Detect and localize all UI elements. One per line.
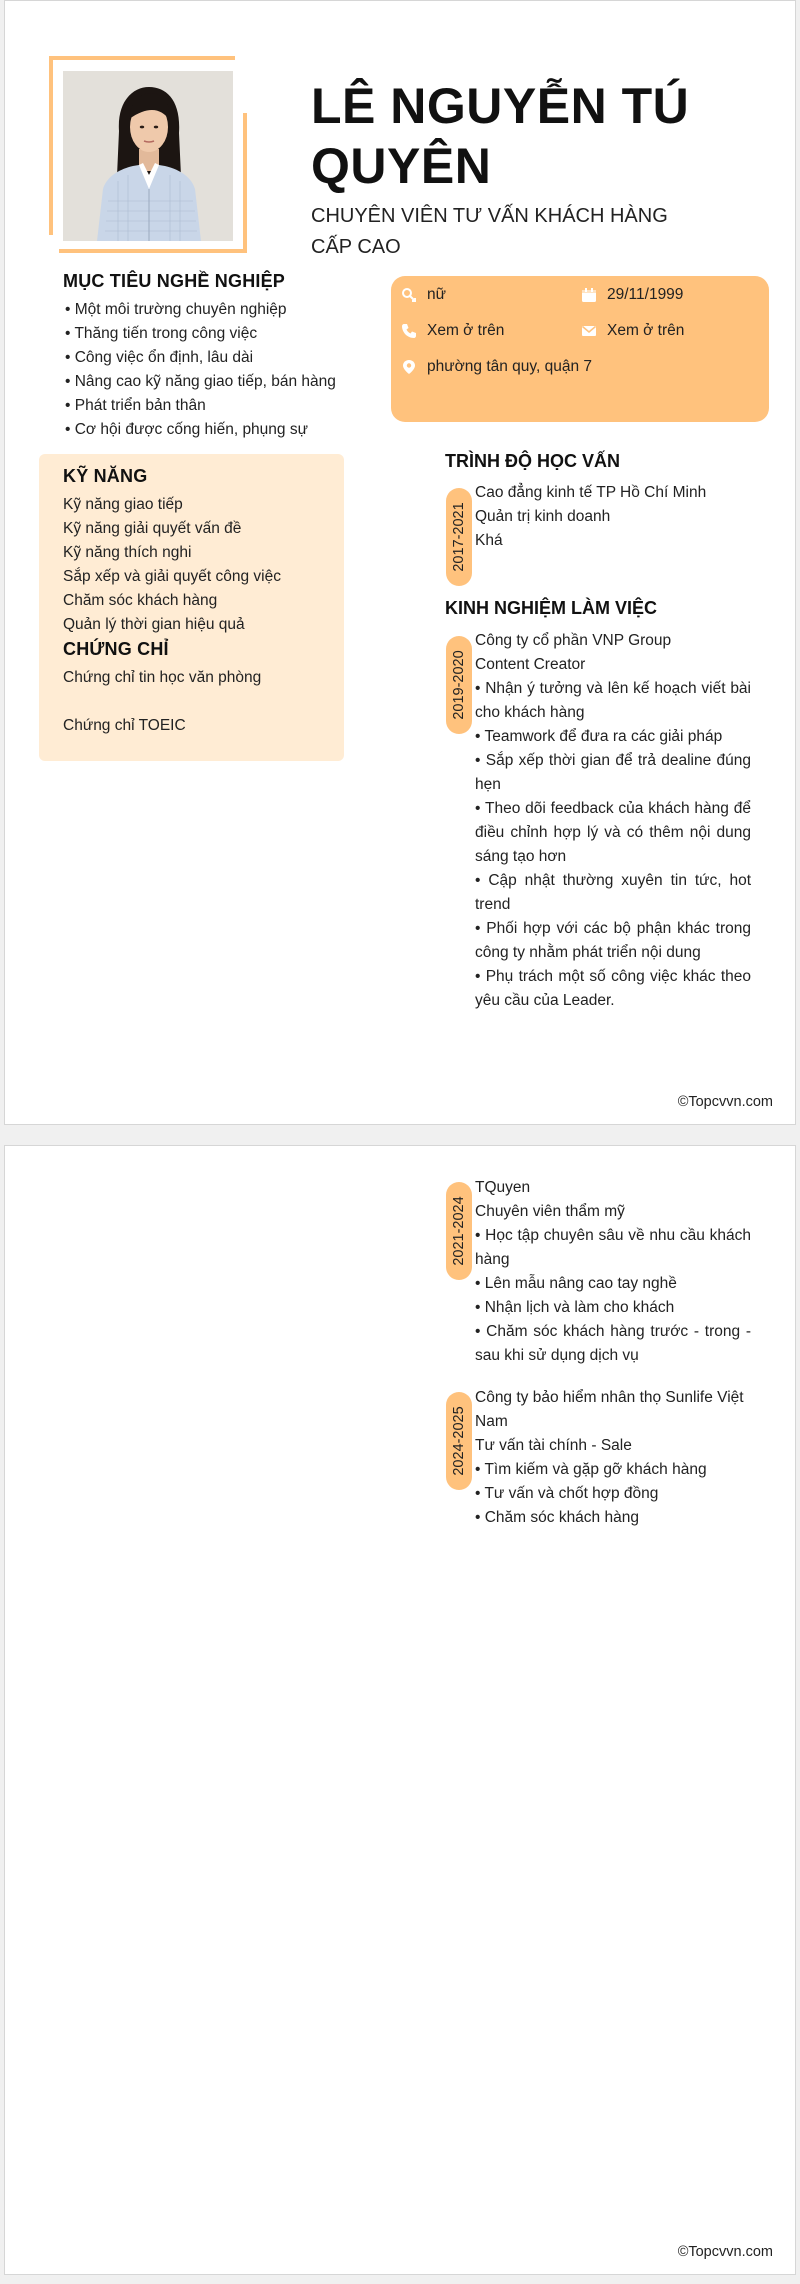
career-objective-list <box>63 298 353 442</box>
list-item: • Teamwork để đưa ra các giải pháp <box>475 725 751 749</box>
gender-info <box>401 286 446 304</box>
experience-period-badge <box>446 636 472 734</box>
cv-page-1 <box>4 0 796 1125</box>
address-info <box>401 358 592 376</box>
list-item: Chăm sóc khách hàng <box>63 592 218 609</box>
list-item: • Lên mẫu nâng cao tay nghề <box>475 1272 751 1296</box>
calendar-icon <box>581 287 597 303</box>
location-pin-icon <box>401 359 417 375</box>
list-item: • Phối hợp với các bộ phận khác trong công ty nhằm phát triển nội dung <box>475 917 751 965</box>
career-objective-heading: MỤC TIÊU NGHỀ NGHIỆP <box>63 271 286 291</box>
experience-role: Chuyên viên thẩm mỹ <box>475 1203 625 1220</box>
phone-info <box>401 322 504 340</box>
personal-info-box <box>391 276 769 422</box>
list-item: • Phát triển bản thân <box>63 394 353 418</box>
candidate-name: LÊ NGUYỄN TÚ QUYÊN <box>311 78 690 194</box>
education-entry <box>475 481 751 553</box>
experience-duties <box>475 677 751 1013</box>
list-item: Quản lý thời gian hiệu quả <box>63 616 245 633</box>
list-item: • Học tập chuyên sâu về nhu cầu khách hàng <box>475 1224 751 1272</box>
experience-role: Content Creator <box>475 656 586 673</box>
experience-company: Công ty cổ phần VNP Group <box>475 632 672 649</box>
list-item: Sắp xếp và giải quyết công việc <box>63 568 281 585</box>
education-heading: TRÌNH ĐỘ HỌC VẤN <box>445 451 620 471</box>
list-item: Kỹ năng thích nghi <box>63 544 192 561</box>
experience-company: Công ty bảo hiểm nhân thọ Sunlife Việt Nam <box>475 1389 744 1430</box>
gender-icon <box>401 287 417 303</box>
list-item: • Thăng tiến trong công việc <box>63 322 353 346</box>
experience-entry <box>475 1176 751 1368</box>
list-item: • Chăm sóc khách hàng trước - trong - sau khi sử dụng dịch vụ <box>475 1320 751 1368</box>
experience-company: TQuyen <box>475 1179 531 1196</box>
experience-duties <box>475 1458 751 1530</box>
education-period: 2017-2021 <box>451 502 467 572</box>
list-item: Chứng chỉ TOEIC <box>63 717 186 734</box>
experience-period: 2019-2020 <box>451 650 467 720</box>
list-item: • Cập nhật thường xuyên tin tức, hot trend <box>475 869 751 917</box>
phone-icon <box>401 323 417 339</box>
list-item: • Sắp xếp thời gian để trả dealine đúng hẹn <box>475 749 751 797</box>
list-item: • Công việc ổn định, lâu dài <box>63 346 353 370</box>
list-item: • Tìm kiếm và gặp gỡ khách hàng <box>475 1458 751 1482</box>
experience-period: 2024-2025 <box>451 1406 467 1476</box>
education-grade: Khá <box>475 532 503 549</box>
phone-value: Xem ở trên <box>427 322 505 339</box>
list-item: • Một môi trường chuyên nghiệp <box>63 298 353 322</box>
footer-watermark: ©Topcvvn.com <box>677 1094 773 1110</box>
list-item: • Nhận ý tưởng và lên kế hoạch viết bài cho khách hàng <box>475 677 751 725</box>
education-period-badge <box>446 488 472 586</box>
envelope-icon <box>581 323 597 339</box>
experience-period-badge <box>446 1392 472 1490</box>
list-item: • Theo dõi feedback của khách hàng để điều chỉnh hợp lý và có thêm nội dung sáng tạo hơn <box>475 797 751 869</box>
footer-watermark: ©Topcvvn.com <box>677 2244 773 2260</box>
experience-period-badge <box>446 1182 472 1280</box>
list-item: Kỹ năng giao tiếp <box>63 496 183 513</box>
list-item: • Chăm sóc khách hàng <box>475 1506 751 1530</box>
email-value: Xem ở trên <box>607 322 685 339</box>
experience-role: Tư vấn tài chính - Sale <box>475 1437 632 1454</box>
list-item: Chứng chỉ tin học văn phòng <box>63 669 262 686</box>
list-item: • Nhận lịch và làm cho khách <box>475 1296 751 1320</box>
certificates-list <box>63 666 320 738</box>
list-item: • Nâng cao kỹ năng giao tiếp, bán hàng <box>63 370 353 394</box>
profile-photo <box>63 71 233 241</box>
candidate-job-title: CHUYÊN VIÊN TƯ VẤN KHÁCH HÀNG CẤP CAO <box>311 205 668 258</box>
education-major: Quản trị kinh doanh <box>475 508 611 525</box>
education-school: Cao đẳng kinh tế TP Hồ Chí Minh <box>475 484 707 501</box>
career-objective-section <box>63 271 353 442</box>
list-item: • Cơ hội được cống hiến, phụng sự <box>63 418 353 442</box>
birthday-info <box>581 286 683 304</box>
birthday-value: 29/11/1999 <box>607 286 684 303</box>
gender-value: nữ <box>427 286 446 303</box>
certificates-heading: CHỨNG CHỈ <box>63 639 169 659</box>
skills-list <box>63 493 320 637</box>
address-value: phường tân quy, quận 7 <box>427 358 593 375</box>
cv-page-2 <box>4 1145 796 2275</box>
experience-duties <box>475 1224 751 1368</box>
email-info <box>581 322 684 340</box>
experience-heading: KINH NGHIỆM LÀM VIỆC <box>445 598 658 618</box>
skills-certificates-panel <box>39 454 344 761</box>
skills-heading: KỸ NĂNG <box>63 466 148 486</box>
experience-entry <box>475 629 751 1013</box>
experience-entry <box>475 1386 751 1530</box>
list-item: Kỹ năng giải quyết vấn đề <box>63 520 242 537</box>
list-item: • Phụ trách một số công việc khác theo yêu cầu của Leader. <box>475 965 751 1013</box>
list-item: • Tư vấn và chốt hợp đồng <box>475 1482 751 1506</box>
experience-period: 2021-2024 <box>451 1196 467 1266</box>
